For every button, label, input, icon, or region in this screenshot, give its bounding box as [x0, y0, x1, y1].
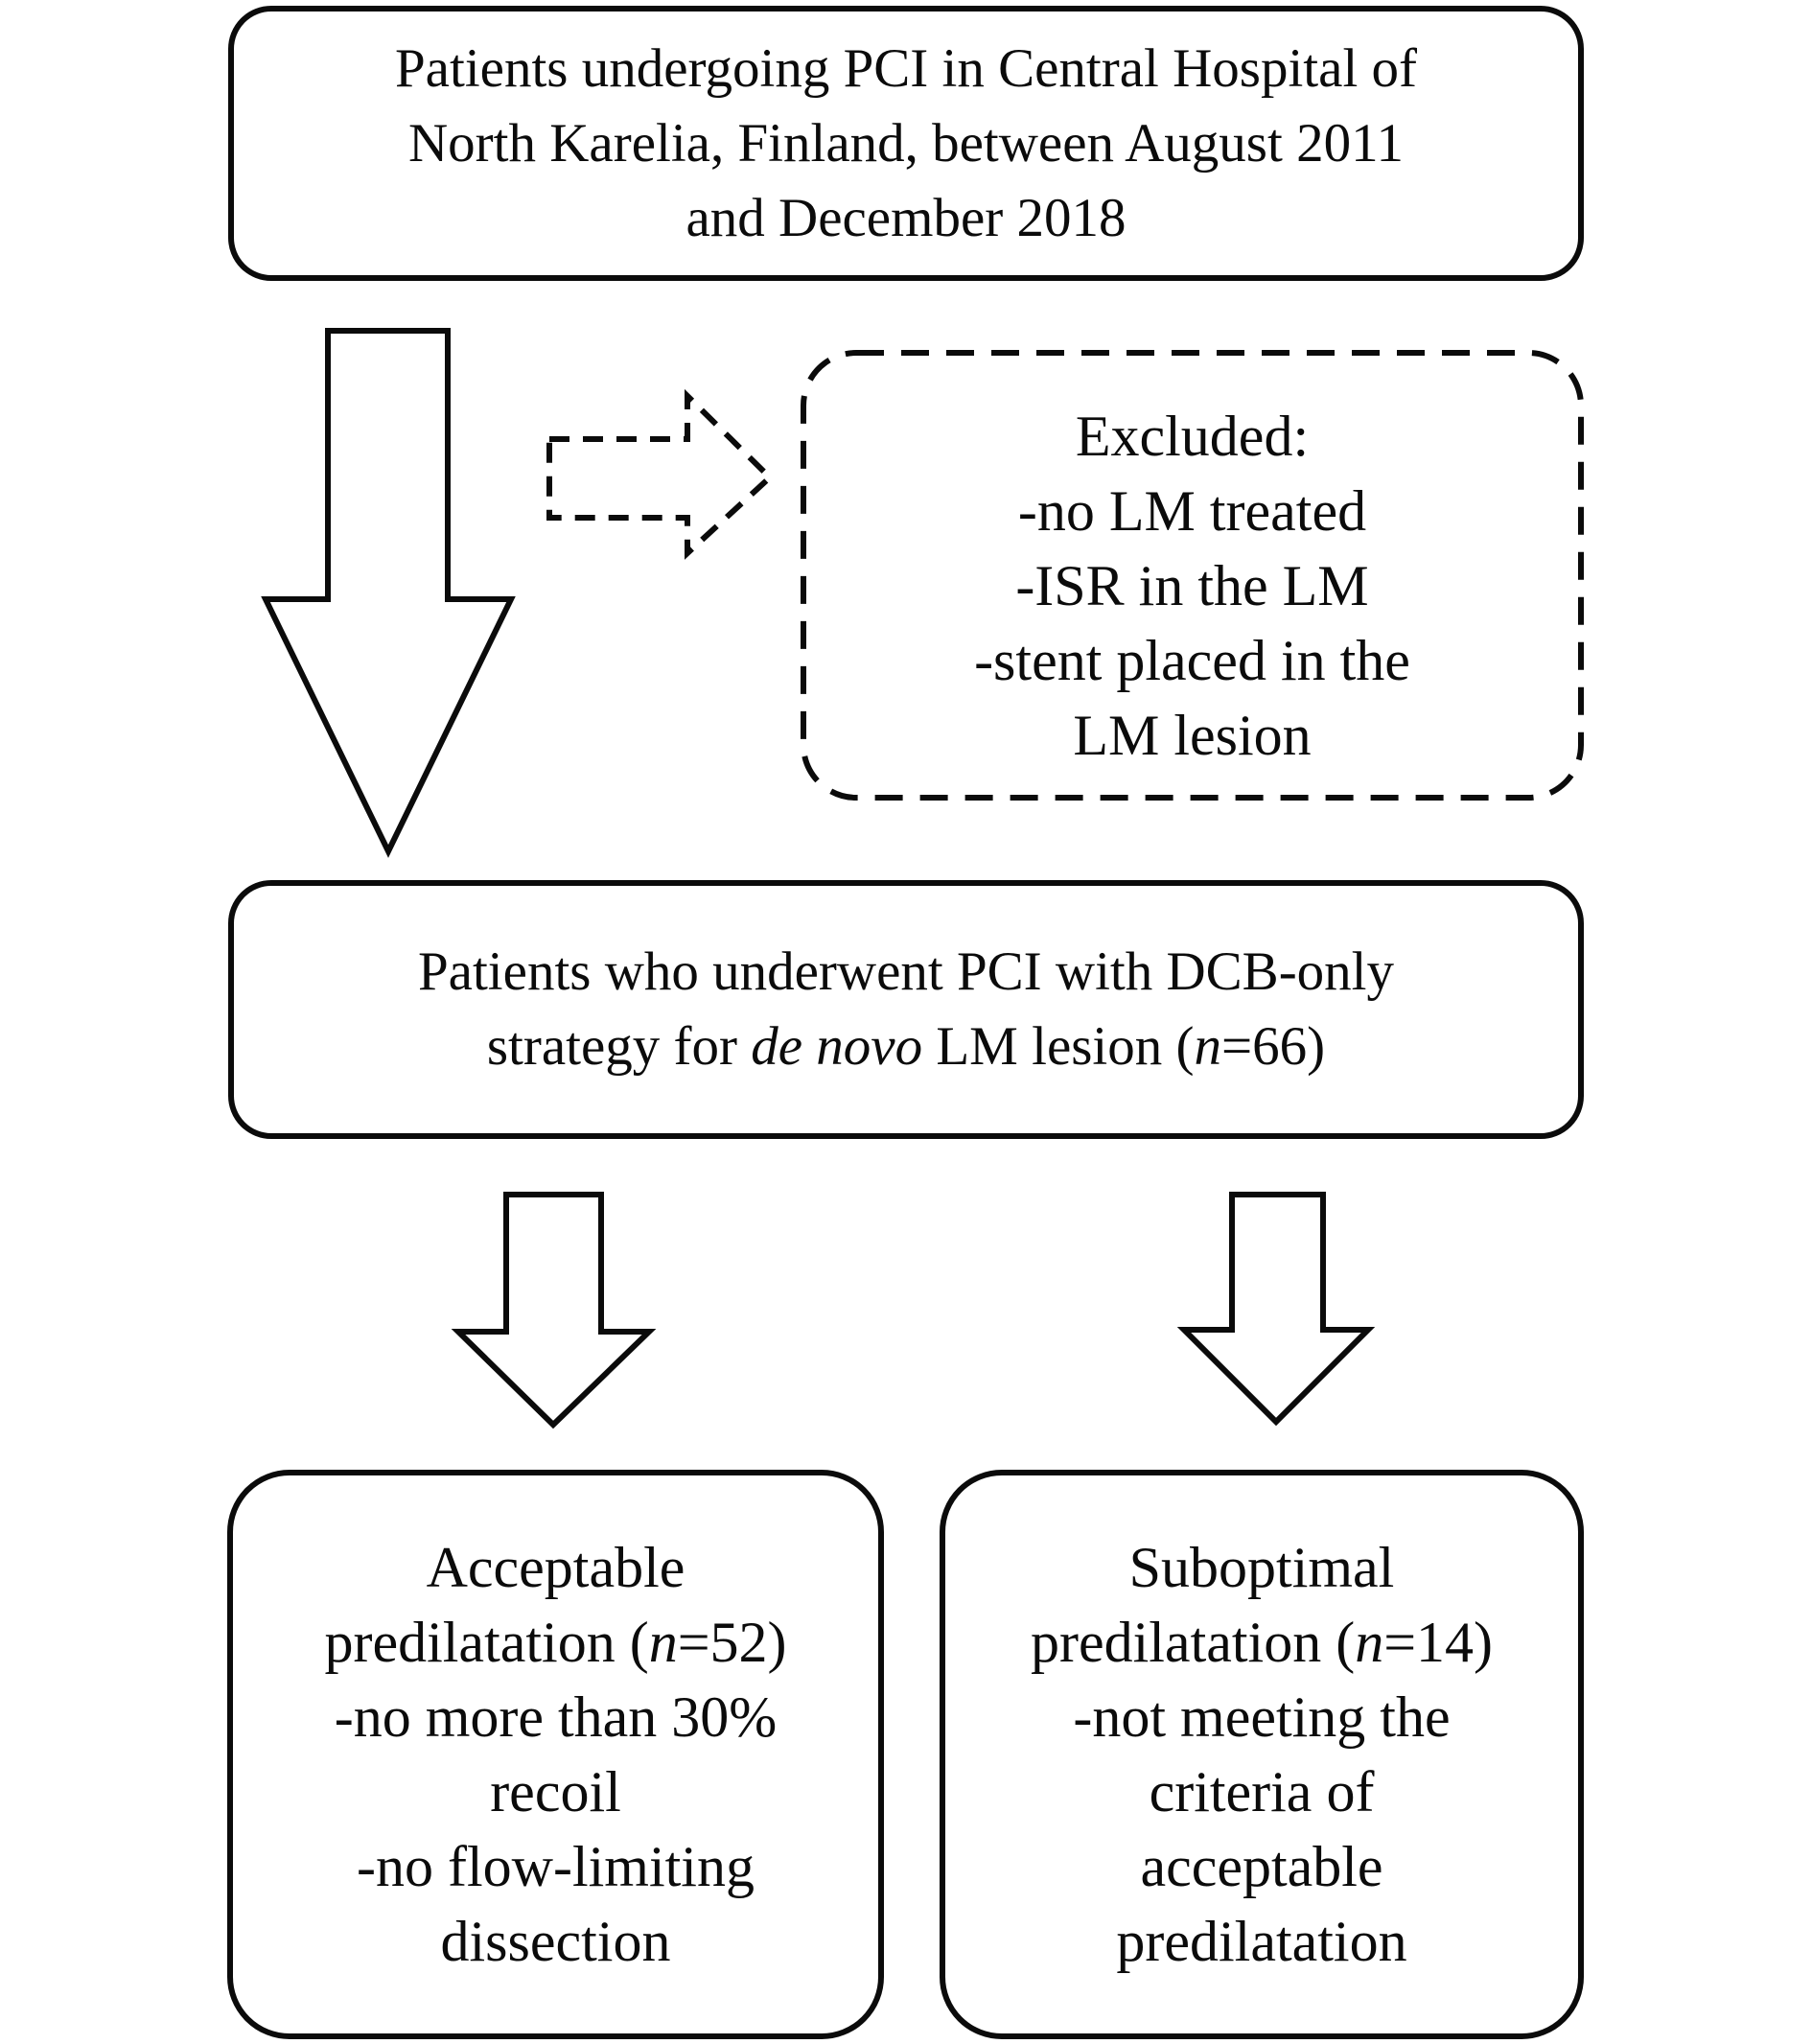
text-segment: Suboptimal	[1128, 1536, 1395, 1599]
text-segment: dissection	[440, 1910, 671, 1973]
text-segment: North Karelia, Finland, between August 2011	[408, 112, 1404, 174]
text-segment: -stent placed in the	[974, 629, 1410, 692]
text-segment: strategy for	[486, 1016, 752, 1077]
text-segment: and December 2018	[685, 187, 1127, 248]
text-line	[974, 623, 1410, 698]
text-segment: -no LM treated	[1017, 479, 1367, 543]
acceptable-predilatation-box	[227, 1470, 884, 2039]
text-segment: Patients undergoing PCI in Central Hospital of	[394, 37, 1418, 99]
text-line	[1031, 1605, 1493, 1680]
text-line	[1116, 1904, 1406, 1979]
text-line	[487, 1010, 1325, 1084]
text-segment: de novo	[751, 1016, 923, 1077]
text-segment: =14)	[1383, 1611, 1494, 1674]
text-line	[408, 106, 1404, 181]
text-segment: -ISR in the LM	[1015, 554, 1369, 617]
text-segment: recoil	[490, 1760, 621, 1823]
text-segment: acceptable	[1140, 1835, 1383, 1898]
suboptimal-predilatation-box	[940, 1470, 1584, 2039]
text-line	[1140, 1829, 1382, 1904]
text-segment: Patients who underwent PCI with DCB-only	[417, 941, 1395, 1002]
text-line	[1018, 474, 1366, 548]
text-line	[1073, 698, 1311, 773]
text-line	[1129, 1530, 1395, 1605]
text-line	[686, 181, 1127, 256]
text-line	[324, 1605, 786, 1680]
text-segment: n	[1194, 1016, 1221, 1077]
text-line	[1076, 399, 1309, 474]
text-segment: criteria of	[1149, 1760, 1375, 1823]
text-segment: n	[1355, 1611, 1384, 1674]
text-segment: LM lesion	[1073, 704, 1312, 767]
text-segment: -no more than 30%	[334, 1685, 778, 1749]
text-line	[490, 1754, 621, 1829]
exclusion-arrow	[549, 396, 770, 553]
text-line	[1015, 548, 1368, 623]
left-down-arrow	[458, 1195, 649, 1425]
cohort-box	[228, 880, 1584, 1139]
text-segment: =66)	[1221, 1016, 1326, 1077]
text-segment: n	[648, 1611, 678, 1674]
text-segment: LM lesion (	[922, 1016, 1195, 1077]
text-segment: predilatation	[1116, 1910, 1407, 1973]
text-segment: =52)	[677, 1611, 787, 1674]
exclusion-box	[803, 353, 1581, 798]
text-line	[395, 32, 1417, 106]
text-line	[441, 1904, 671, 1979]
text-segment: Excluded:	[1075, 405, 1310, 468]
text-segment: Acceptable	[426, 1536, 685, 1599]
text-line	[335, 1680, 778, 1754]
text-line	[357, 1829, 755, 1904]
text-line	[1150, 1754, 1375, 1829]
text-segment: -not meeting the	[1073, 1685, 1451, 1749]
population-box	[228, 6, 1584, 281]
text-segment: predilatation (	[324, 1611, 649, 1674]
text-line	[427, 1530, 685, 1605]
text-line	[418, 935, 1394, 1010]
right-down-arrow	[1184, 1195, 1368, 1422]
text-segment: predilatation (	[1030, 1611, 1356, 1674]
text-line	[1073, 1680, 1450, 1754]
text-segment: -no flow-limiting	[357, 1835, 755, 1898]
main-down-arrow	[266, 331, 511, 851]
